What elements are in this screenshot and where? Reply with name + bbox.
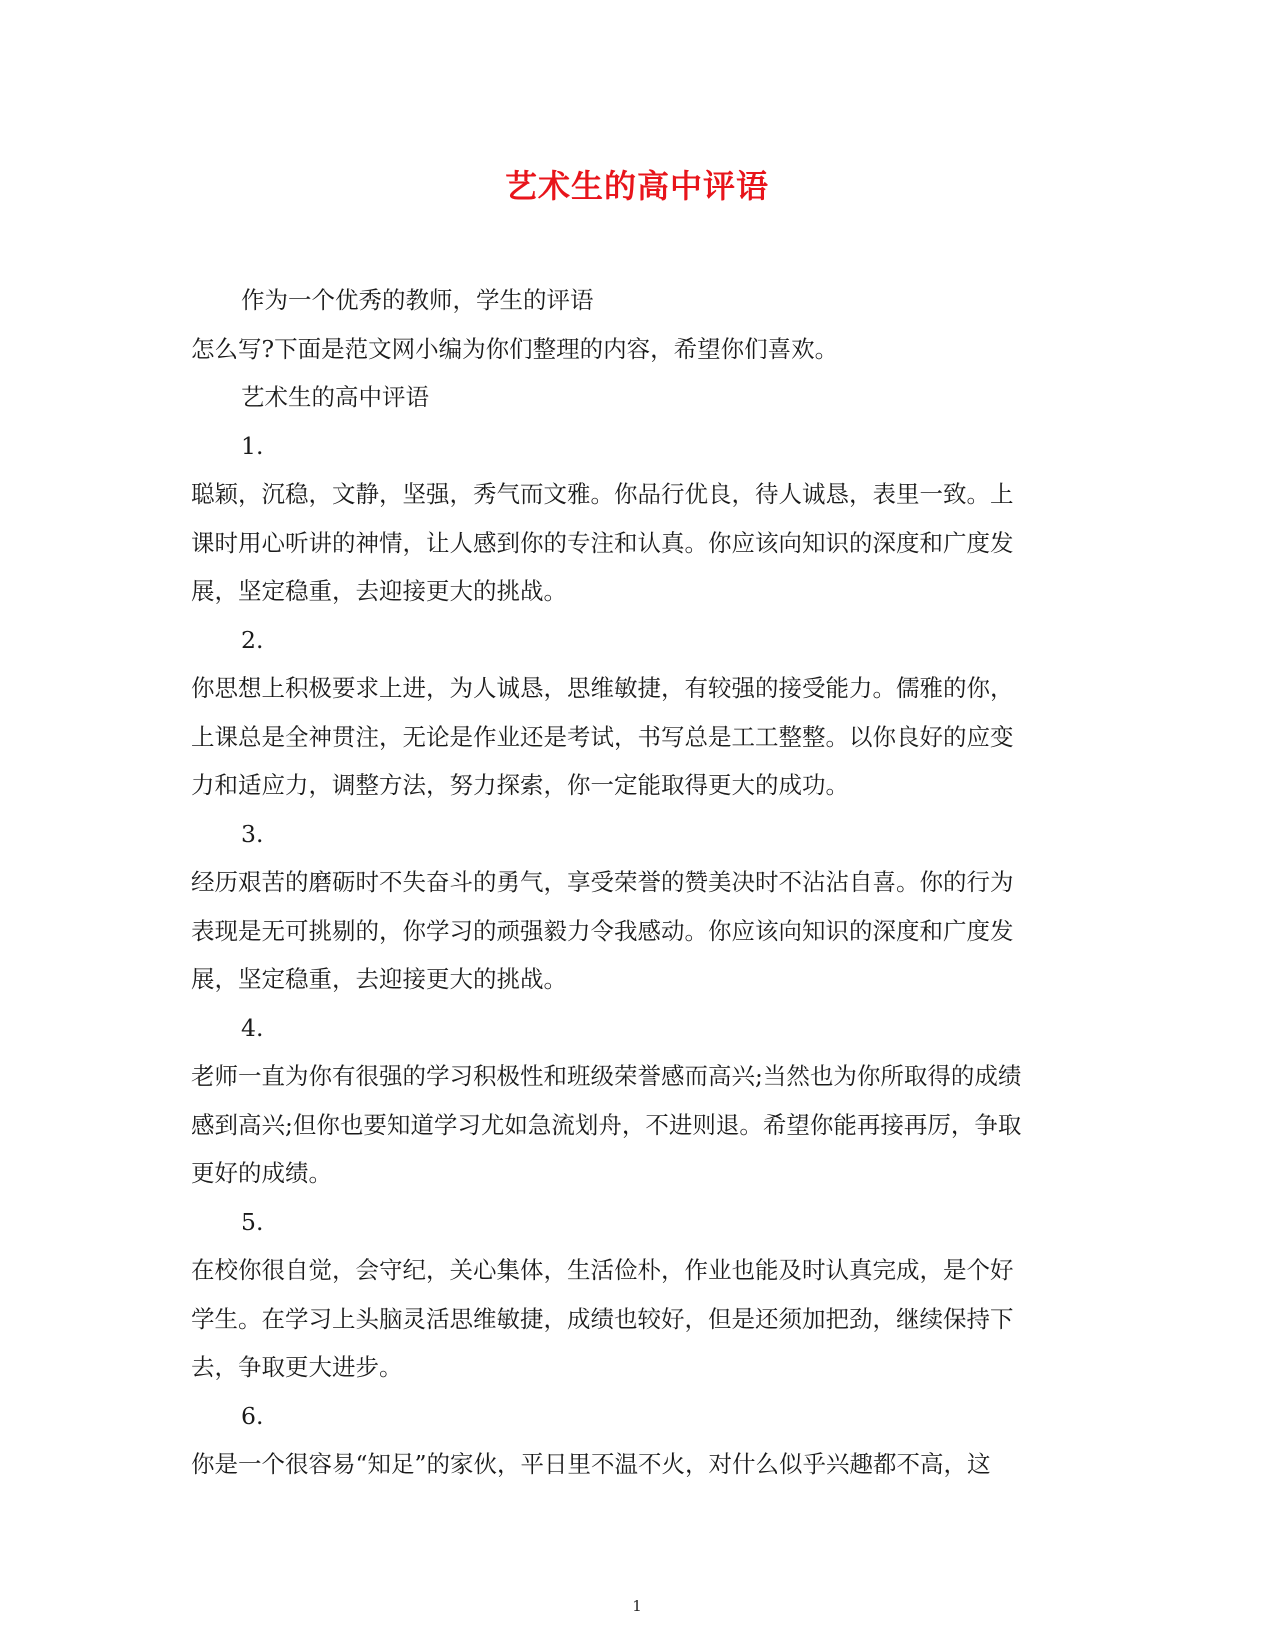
item-text-line: 在校你很自觉，会守纪，关心集体，生活俭朴，作业也能及时认真完成，是个好 [191, 1256, 1014, 1284]
document-title: 艺术生的高中评语 [504, 167, 769, 205]
item-text-line: 课时用心听讲的神情，让人感到你的专注和认真。你应该向知识的深度和广度发 [191, 528, 1014, 557]
intro-line-2: 怎么写?下面是范文网小编为你们整理的内容，希望你们喜欢。 [191, 334, 839, 363]
page-number: 1 [632, 1597, 642, 1615]
item-text-line: 你是一个很容易“知足”的家伙，平日里不温不火，对什么似乎兴趣都不高，这 [191, 1450, 991, 1478]
item-text-line: 学生。在学习上头脑灵活思维敏捷，成绩也较好，但是还须加把劲，继续保持下 [191, 1304, 1014, 1333]
item-number: 5. [241, 1207, 264, 1236]
item-number: 2. [241, 625, 264, 654]
item-text-line: 表现是无可挑剔的，你学习的顽强毅力令我感动。你应该向知识的深度和广度发 [191, 916, 1014, 945]
item-text-line: 经历艰苦的磨砺时不失奋斗的勇气，享受荣誉的赞美决时不沾沾自喜。你的行为 [191, 868, 1014, 896]
item-text-line: 更好的成绩。 [191, 1159, 332, 1187]
item-text-line: 力和适应力，调整方法，努力探索，你一定能取得更大的成功。 [191, 771, 849, 799]
item-number: 4. [241, 1013, 264, 1042]
intro-line-1: 作为一个优秀的教师，学生的评语 [241, 286, 594, 314]
item-text-line: 感到高兴;但你也要知道学习尤如急流划舟，不进则退。希望你能再接再厉，争取 [191, 1110, 1022, 1139]
item-text-line: 你思想上积极要求上进，为人诚恳，思维敏捷，有较强的接受能力。儒雅的你， [191, 674, 1014, 702]
document-subtitle: 艺术生的高中评语 [241, 383, 429, 411]
item-text-line: 展，坚定稳重，去迎接更大的挑战。 [191, 965, 567, 993]
item-text-line: 去，争取更大进步。 [191, 1353, 403, 1381]
item-text-line: 老师一直为你有很强的学习积极性和班级荣誉感而高兴;当然也为你所取得的成绩 [191, 1062, 1022, 1090]
item-text-line: 聪颖，沉稳，文静，坚强，秀气而文雅。你品行优良，待人诚恳，表里一致。上 [191, 480, 1014, 508]
item-number: 6. [241, 1401, 264, 1430]
item-text-line: 上课总是全神贯注，无论是作业还是考试，书写总是工工整整。以你良好的应变 [191, 722, 1014, 751]
item-number: 1. [241, 431, 264, 460]
item-text-line: 展，坚定稳重，去迎接更大的挑战。 [191, 577, 567, 605]
item-number: 3. [241, 819, 264, 848]
document-body [191, 276, 1081, 1489]
